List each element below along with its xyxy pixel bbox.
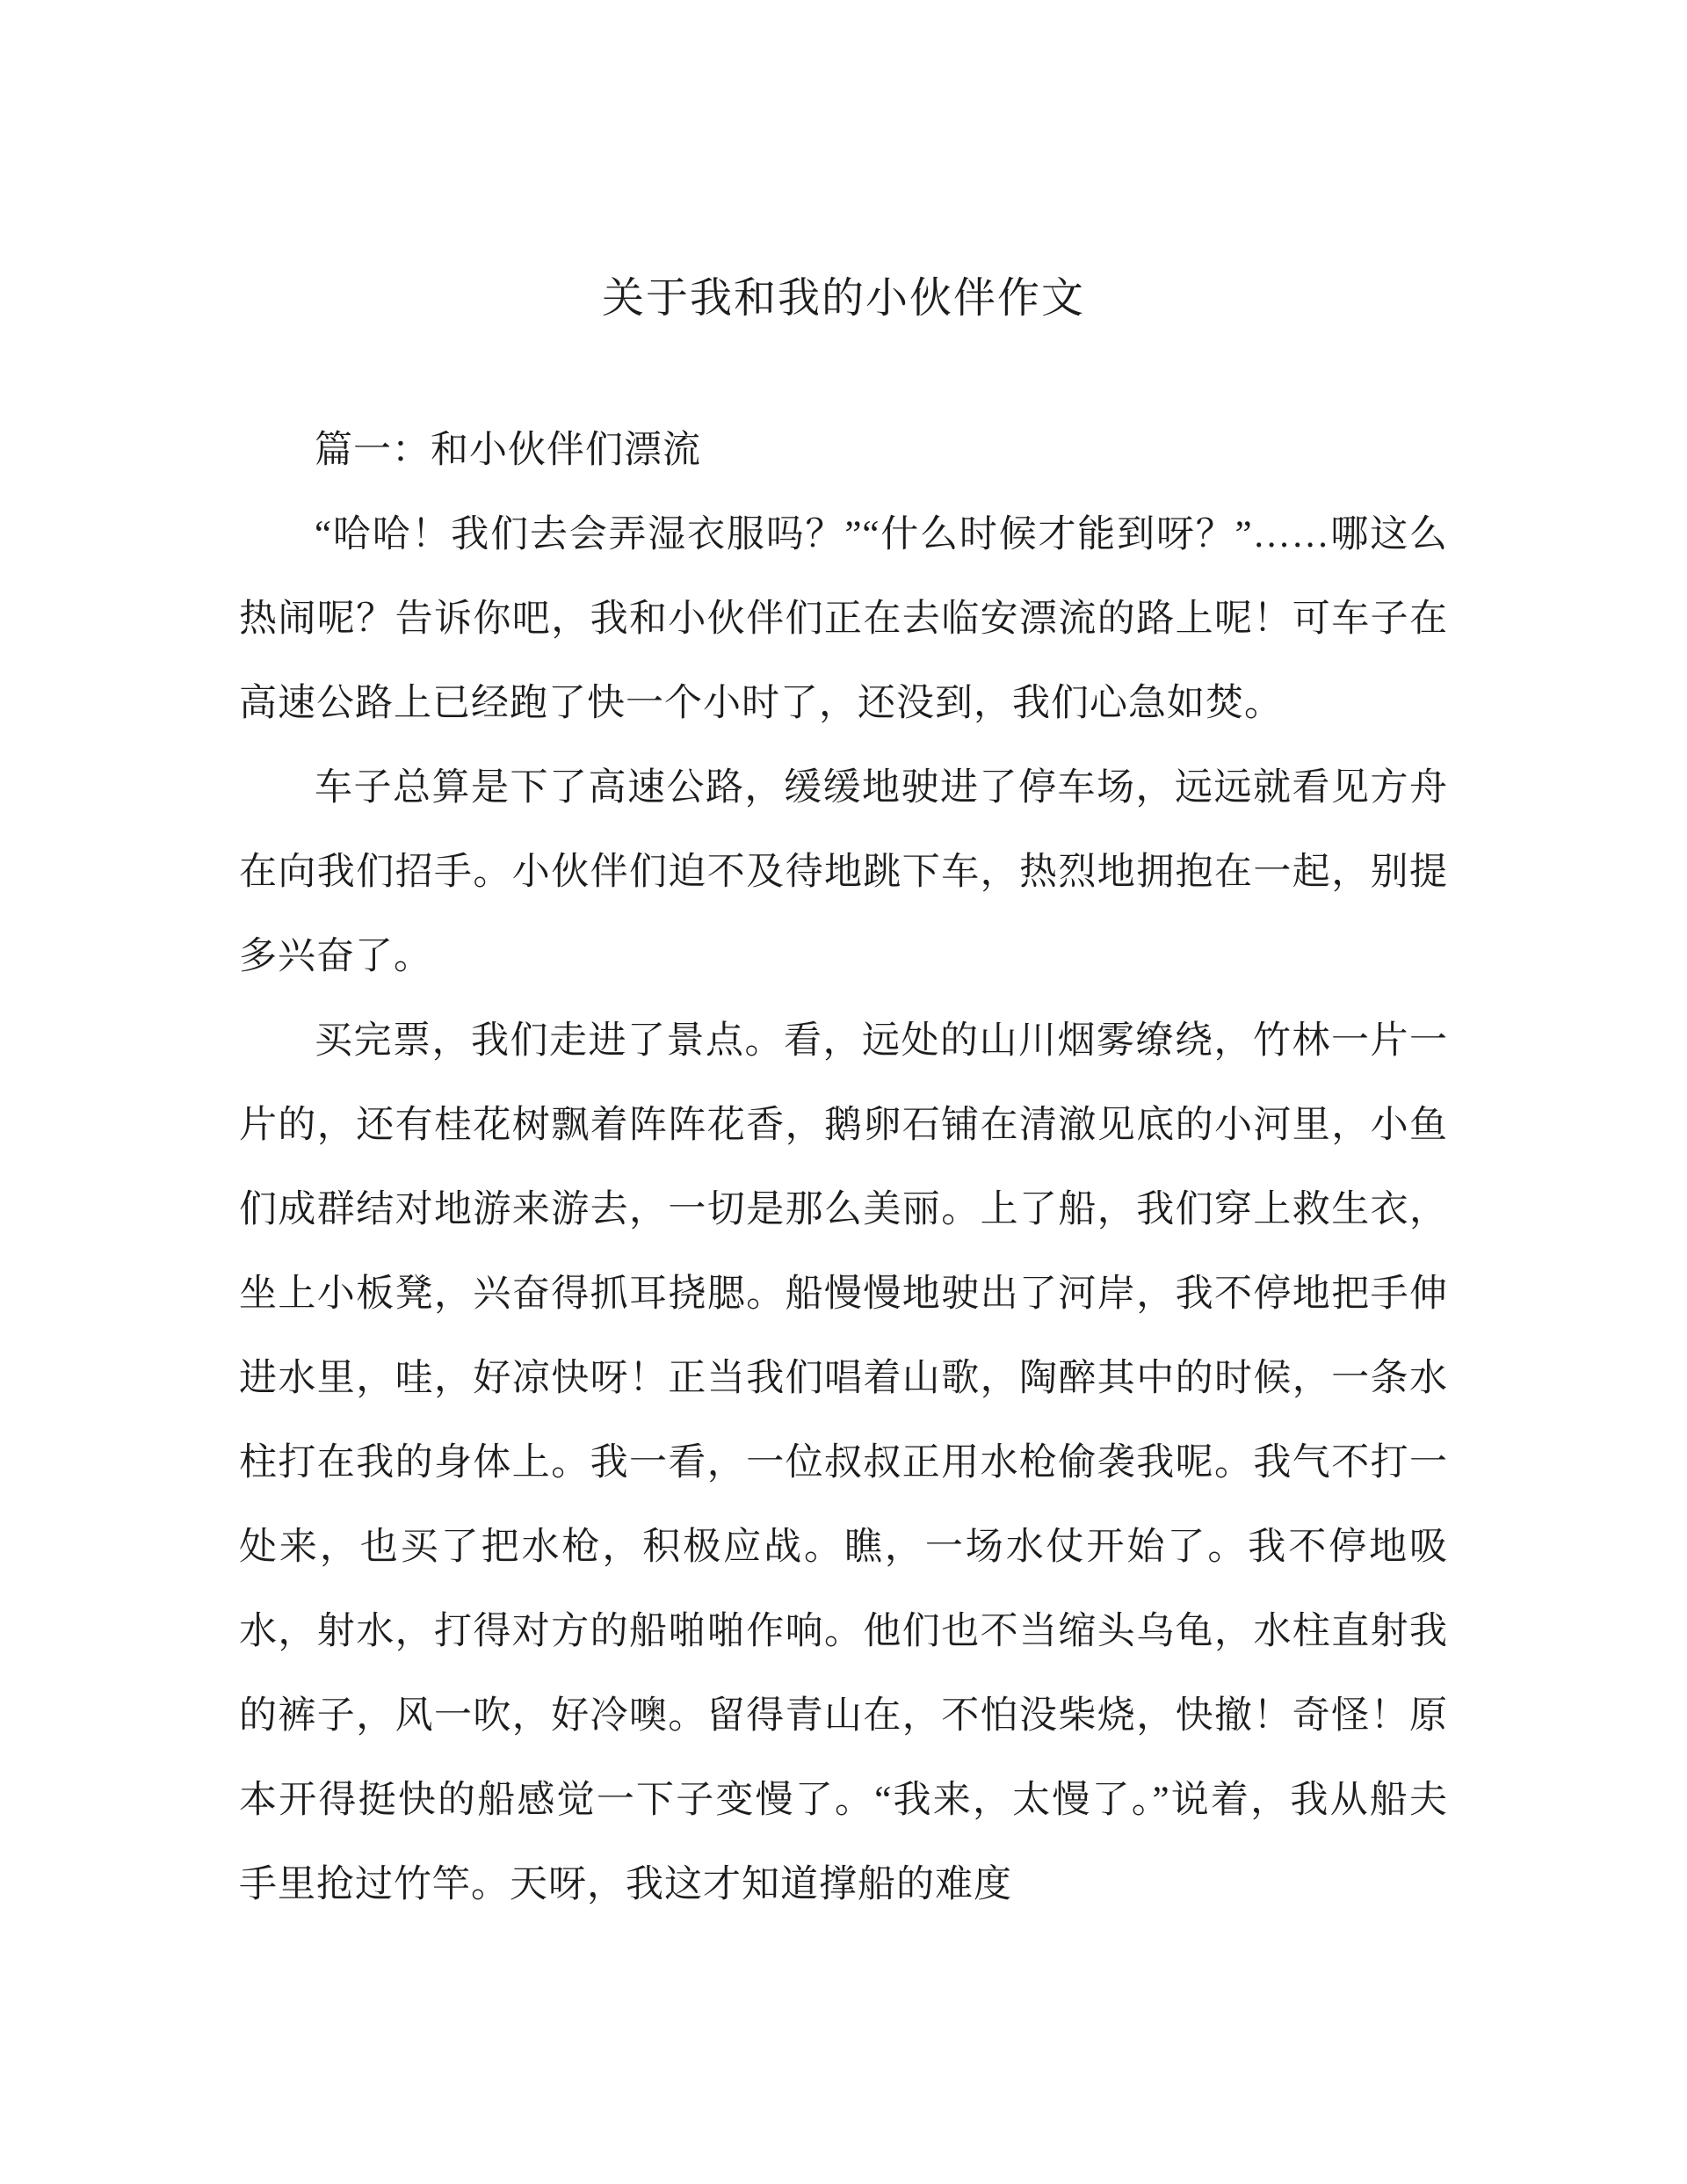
paragraph-1: “哈哈！我们去会弄湿衣服吗？”“什么时候才能到呀？”……哪这么热闹呢？告诉你吧，我和小伙伴们正在去临安漂流的路上呢！可车子在高速公路上已经跑了快一个小时了，还没到，我们心急如焚。	[239, 514, 1448, 724]
document-body	[239, 409, 1448, 1927]
paragraph-2: 车子总算是下了高速公路，缓缓地驶进了停车场，远远就看见方舟在向我们招手。小伙伴们迫不及待地跳下车，热烈地拥抱在一起，别提多兴奋了。	[239, 767, 1448, 977]
paragraph-3: 买完票，我们走进了景点。看，远处的山川烟雾缭绕，竹林一片一片的，还有桂花树飘着阵阵花香，鹅卵石铺在清澈见底的小河里，小鱼们成群结对地游来游去，一切是那么美丽。上了船，我们穿上救生衣，坐上小板凳，兴奋得抓耳挠腮。船慢慢地驶出了河岸，我不停地把手伸进水里，哇，好凉快呀！正当我们唱着山歌，陶醉其中的时候，一条水柱打在我的身体上。我一看，一位叔叔正用水枪偷袭我呢。我气不打一处来，也买了把水枪，积极应战。瞧，一场水仗开始了。我不停地吸水，射水，打得对方的船啪啪作响。他们也不当缩头乌龟，水柱直射我的裤子，风一吹，好冷噢。留得青山在，不怕没柴烧，快撤！奇怪！原本开得挺快的船感觉一下子变慢了。“我来，太慢了。”说着，我从船夫手里抢过竹竿。天呀，我这才知道撑船的难度	[239, 1020, 1448, 1905]
paragraph-section-heading: 篇一：和小伙伴们漂流	[315, 430, 701, 471]
document-title: 关于我和我的小伙伴作文	[601, 275, 1085, 322]
